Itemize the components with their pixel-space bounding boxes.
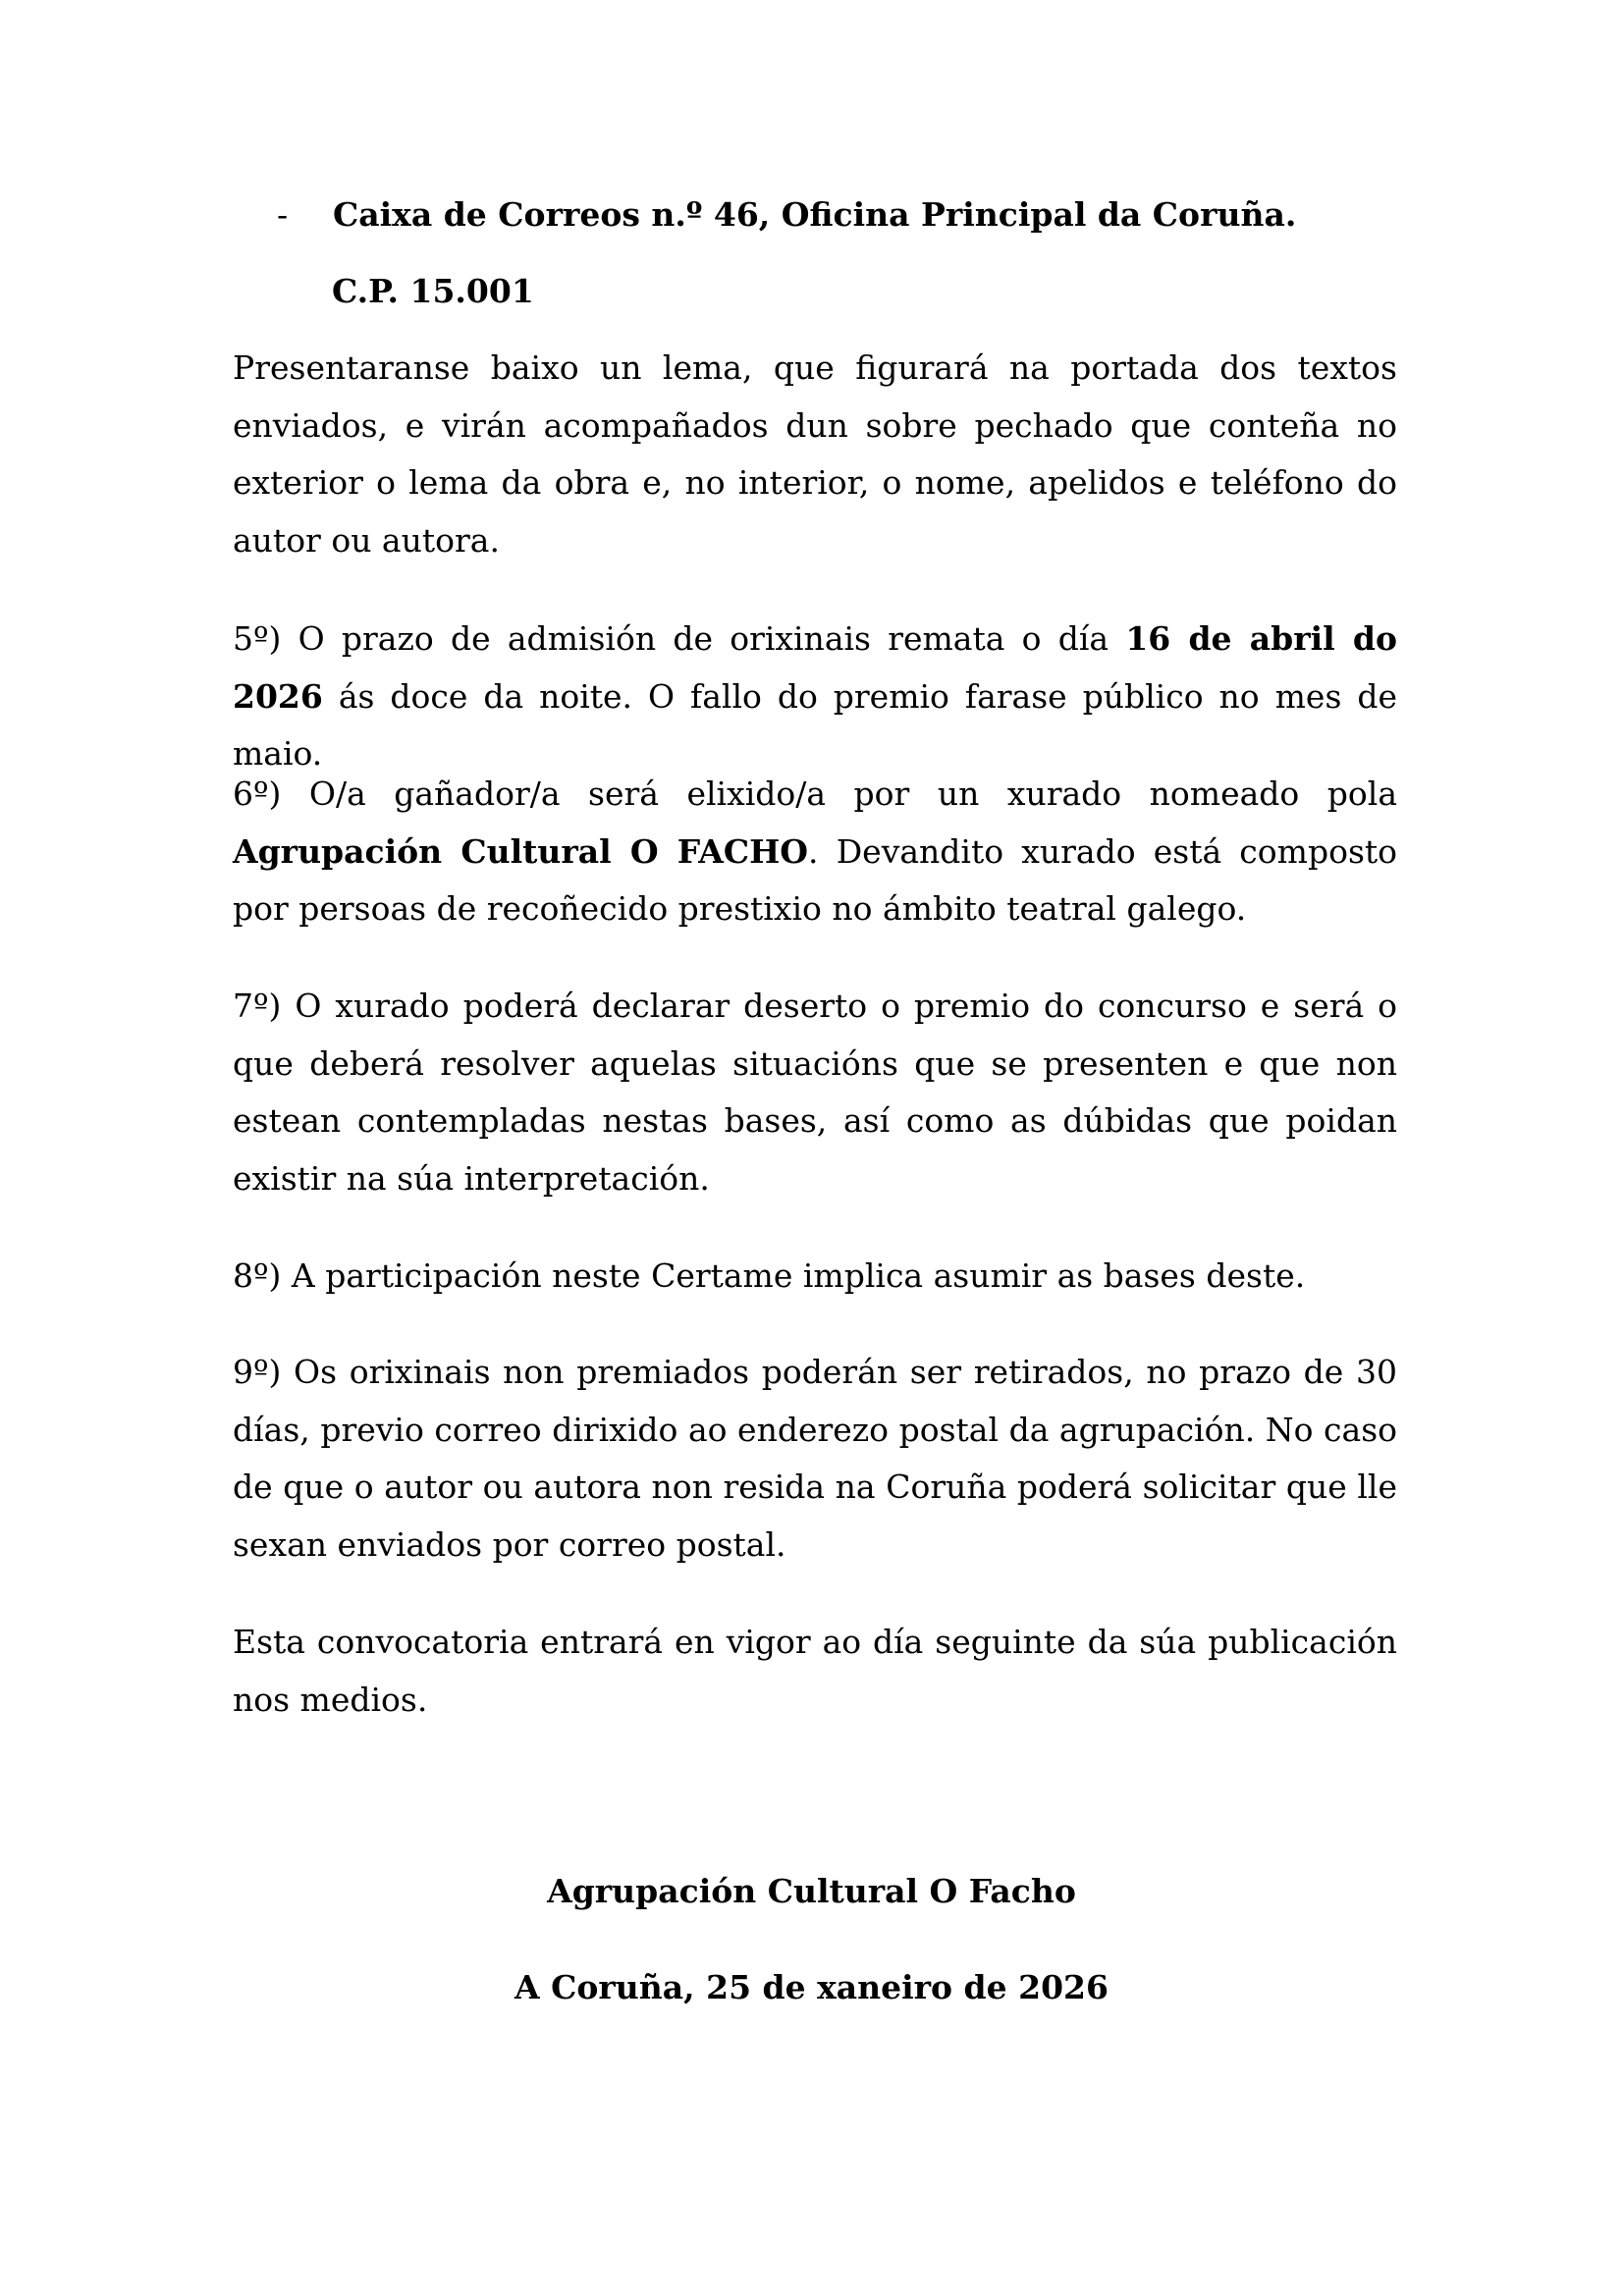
paragraph-5-text-after: ás doce da noite. O fallo do premio farase público no mes de maio. (233, 676, 1397, 774)
paragraph-8-participation: 8º) A participación neste Certame implica asumir as bases deste. (233, 1256, 1306, 1295)
bullet-dash: - (277, 195, 289, 234)
postal-code: C.P. 15.001 (332, 272, 534, 310)
postal-box-address: Caixa de Correos n.º 46, Oficina Principal da Coruña. (333, 195, 1297, 234)
deadline-date: 16 de abril do 2026 (233, 619, 1398, 716)
address-line (277, 194, 1296, 236)
paragraph-6-text-before: 6º) O/a gañador/a será elixido/a por un xurado nomeado pola (233, 774, 1397, 813)
paragraph-6-jury (233, 766, 1397, 938)
organization-name-bold: Agrupación Cultural O FACHO (233, 831, 809, 871)
paragraph-closing: Esta convocatoria entrará en vigor ao día seguinte da súa publicación nos medios. (233, 1623, 1397, 1719)
paragraph-6-text-after: . Devandito xurado está composto por persoas de recoñecido prestixio no ámbito teatral galego. (233, 831, 1398, 929)
paragraph-9-return: 9º) Os orixinais non premiados poderán ser retirados, no prazo de 30 días, previo correo dirixido ao enderezo postal da agrupación. No caso de que o autor ou autora non resida na Coruña poderá solicitar que lle sexan enviados por correo postal. (233, 1353, 1397, 1564)
paragraph-5-deadline (233, 611, 1397, 783)
signature-place-date: A Coruña, 25 de xaneiro de 2026 (514, 1968, 1109, 2006)
paragraph-5-text-before: 5º) O prazo de admisión de orixinais remata o día (233, 619, 1126, 658)
signature-organization: Agrupación Cultural O Facho (547, 1872, 1076, 1910)
paragraph-7-jury-powers: 7º) O xurado poderá declarar deserto o premio do concurso e será o que deberá resolver aquelas situacións que se presenten e que non estean contempladas nestas bases, así como as dúbidas que poidan existir na súa interpretación. (233, 987, 1397, 1198)
paragraph-lema: Presentaranse baixo un lema, que figurará na portada dos textos enviados, e virán acompañados dun sobre pechado que conteña no exterior o lema da obra e, no interior, o nome, apelidos e teléfono do autor ou autora. (233, 348, 1397, 560)
